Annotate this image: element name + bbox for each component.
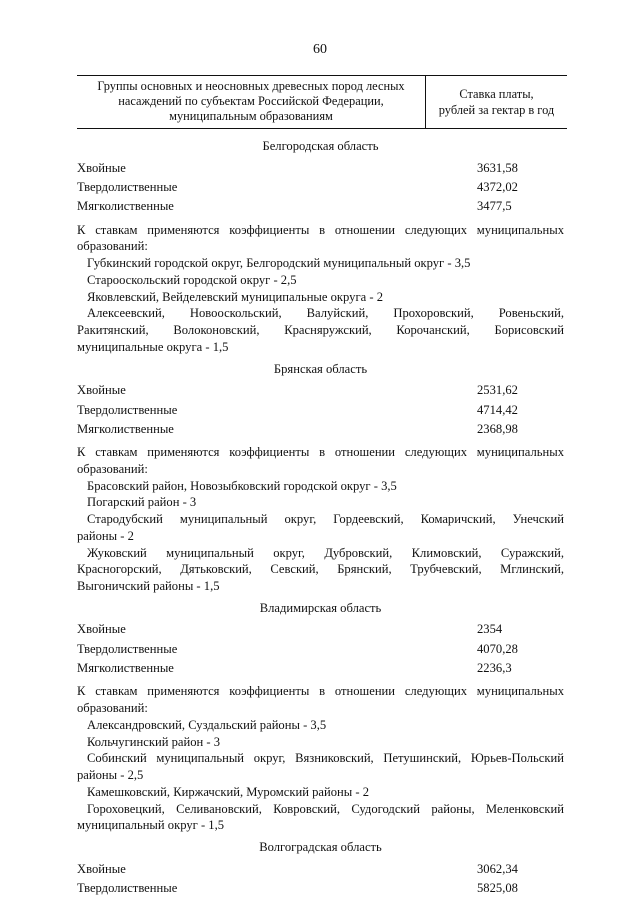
coefficient-item-line: районы - 2,5 (77, 768, 144, 783)
species-group-name: Хвойные (77, 160, 126, 175)
coefficient-item-line: Брасовский район, Новозыбковский городской округ - 3,5 (87, 478, 397, 493)
rate-row (77, 422, 564, 441)
header-column-rate-line: рублей за гектар в год (438, 103, 555, 118)
rate-value: 2368,98 (477, 421, 518, 436)
coefficient-item-line: Яковлевский, Вейделевский муниципальные округа - 2 (87, 289, 384, 304)
header-column-groups-line: Группы основных и неосновных древесных пород лесных (97, 79, 405, 93)
rate-row (77, 161, 564, 180)
rate-value: 2354 (477, 622, 503, 637)
table-header (77, 75, 567, 129)
coefficient-item-line: Выгоничский районы - 1,5 (77, 579, 220, 593)
rate-value: 4714,42 (477, 402, 518, 417)
rate-value: 5825,08 (477, 881, 518, 895)
species-group-name: Хвойные (77, 622, 126, 637)
coefficient-item-line: муниципальные округа - 1,5 (77, 339, 229, 354)
rate-row (77, 642, 564, 661)
coefficient-intro-line: образований: (77, 461, 148, 476)
header-column-rate-line: Ставка платы, (459, 87, 534, 101)
coefficient-intro-line: К ставкам применяются коэффициенты в отношении следующих муниципальных (77, 684, 564, 699)
region-title: Белгородская область (262, 139, 379, 153)
rate-value: 3631,58 (477, 160, 518, 175)
coefficient-item-line: районы - 2 (77, 528, 134, 543)
rate-value: 3477,5 (477, 199, 512, 214)
header-column-rate (426, 76, 567, 128)
species-group-name: Твердолиственные (77, 881, 178, 895)
rate-value: 4372,02 (477, 180, 518, 195)
coefficient-item-line: Александровский, Суздальский районы - 3,5 (87, 717, 327, 732)
species-group-name: Твердолиственные (77, 180, 178, 195)
species-group-name: Твердолиственные (77, 641, 178, 656)
rate-row (77, 180, 564, 199)
rate-row (77, 661, 564, 680)
species-group-name: Мягколиственные (77, 421, 174, 436)
coefficient-item-line: Камешковский, Киржачский, Муромский районы - 2 (87, 784, 370, 799)
coefficient-item-line: Погарский район - 3 (87, 495, 197, 510)
coefficient-item-line: Губкинский городской округ, Белгородский муниципальный округ - 3,5 (87, 256, 471, 271)
coefficient-item-line: Гороховецкий, Селивановский, Ковровский, Судогодский районы, Меленковский (87, 801, 564, 816)
region-section (77, 601, 564, 834)
coefficient-intro-line: образований: (77, 239, 148, 254)
coefficient-intro-line: К ставкам применяются коэффициенты в отношении следующих муниципальных (77, 222, 564, 237)
species-group-name: Мягколиственные (77, 199, 174, 214)
rate-row (77, 622, 564, 641)
coefficient-item-line: муниципальный округ - 1,5 (77, 818, 225, 833)
species-group-name: Твердолиственные (77, 402, 178, 417)
species-group-name: Мягколиственные (77, 661, 174, 676)
rate-value: 2236,3 (477, 661, 512, 676)
rate-row (77, 881, 564, 900)
rate-row (77, 403, 564, 422)
coefficient-intro-line: образований: (77, 701, 148, 716)
region-title: Владимирская область (259, 600, 382, 615)
region-section (77, 840, 564, 900)
header-column-groups-line: насаждений по субъектам Российской Федерации, (118, 94, 384, 109)
rate-row (77, 199, 564, 218)
coefficient-item-line: Стародубский муниципальный округ, Гордеевский, Комаричский, Унечский (87, 512, 564, 527)
coefficient-item-line: Ракитянский, Волоконовский, Красняружский, Корочанский, Борисовский (77, 323, 564, 338)
coefficient-item-line: Старооскольский городской округ - 2,5 (87, 272, 297, 287)
rate-value: 4070,28 (477, 641, 518, 656)
document-body (77, 139, 564, 906)
page-number: 60 (313, 42, 327, 57)
species-group-name: Хвойные (77, 383, 126, 398)
region-title: Брянская область (273, 361, 368, 376)
header-column-groups-line: муниципальным образованиям (169, 109, 333, 124)
header-column-groups (77, 76, 426, 128)
rate-row (77, 862, 564, 881)
coefficient-item-line: Алексеевский, Новооскольский, Валуйский, Прохоровский, Ровеньский, (87, 306, 564, 321)
species-group-name: Хвойные (77, 861, 126, 876)
coefficient-item-line: Жуковский муниципальный округ, Дубровский, Климовский, Суражский, (87, 545, 564, 560)
coefficient-item-line: Кольчугинский район - 3 (87, 734, 221, 749)
coefficient-intro-line: К ставкам применяются коэффициенты в отношении следующих муниципальных (77, 445, 564, 460)
coefficient-item-line: Красногорский, Дятьковский, Севский, Брянский, Трубчевский, Мглинский, (77, 562, 564, 577)
region-section (77, 362, 564, 595)
coefficient-item-line: Собинский муниципальный округ, Вязниковский, Петушинский, Юрьев-Польский (87, 751, 564, 766)
region-section (77, 139, 564, 356)
rate-value: 2531,62 (477, 383, 518, 398)
rate-value: 3062,34 (477, 861, 518, 876)
region-title: Волгоградская область (259, 839, 382, 854)
rate-row (77, 383, 564, 402)
